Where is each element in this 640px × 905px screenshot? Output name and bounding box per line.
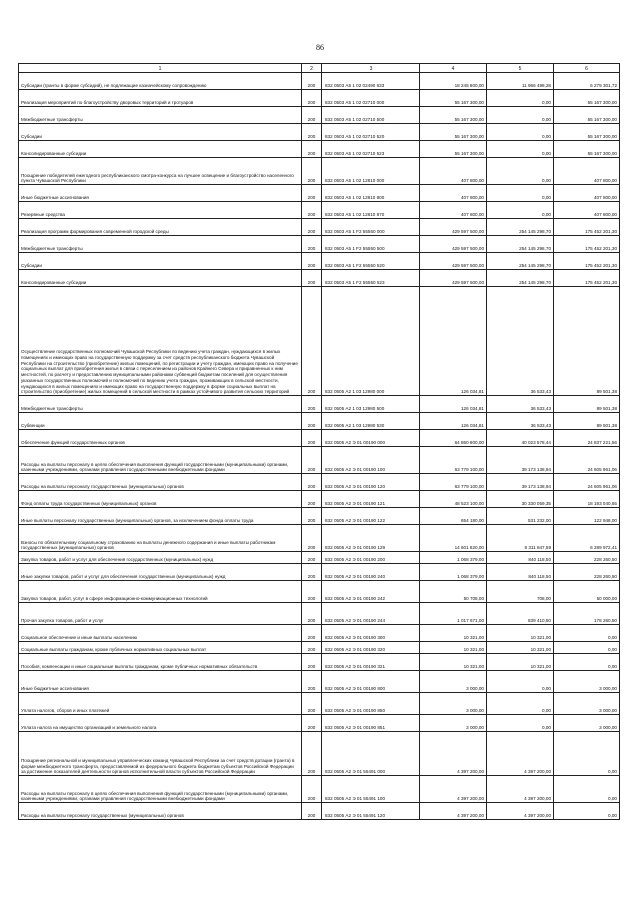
- item-name-cell: Консолидированные субсидии: [19, 141, 302, 158]
- item-name-cell: Закупка товаров, работ, услуг в сфере информационно-коммуникационных технологий: [19, 581, 302, 603]
- item-name-cell: Субвенции: [19, 413, 302, 430]
- executed-amount-cell: 0,00: [487, 671, 554, 693]
- executed-amount-cell: 10 321,00: [487, 654, 554, 671]
- item-name-cell: Прочая закупка товаров, работ и услуг: [19, 603, 302, 625]
- assigned-amount-cell: 48 523 100,00: [420, 491, 487, 508]
- remaining-amount-cell: 407 800,00: [554, 158, 620, 185]
- ved-code-cell: 200: [302, 603, 322, 625]
- executed-amount-cell: 11 966 498,28: [487, 73, 554, 90]
- classification-code-cell: 832 0505 А2 Э 01 00190 851: [322, 715, 420, 732]
- item-name-cell: Резервные средства: [19, 202, 302, 219]
- column-header-4: 4: [420, 64, 487, 73]
- ved-code-cell: 200: [302, 413, 322, 430]
- item-name-cell: Расходы на выплаты персоналу в целях обеспечения выполнения функций государственными (муниципальными) органами, казенными учреждениями, органами управления государственными внебюджетными фондами: [19, 447, 302, 474]
- assigned-amount-cell: 10 321,00: [420, 654, 487, 671]
- table-row: [19, 141, 620, 158]
- executed-amount-cell: 254 145 298,70: [487, 270, 554, 287]
- item-name-cell: Уплата налога на имущество организаций и земельного налога: [19, 715, 302, 732]
- table-row: [19, 413, 620, 430]
- classification-code-cell: 832 0505 А2 Э 01 00190 000: [322, 430, 420, 447]
- item-name-cell: Иные выплаты персоналу государственных (муниципальных) органов, за исключением фонда оплаты труда: [19, 508, 302, 525]
- ved-code-cell: 200: [302, 671, 322, 693]
- table-row: [19, 671, 620, 693]
- ved-code-cell: 200: [302, 525, 322, 552]
- table-row: [19, 219, 620, 236]
- executed-amount-cell: 0,00: [487, 715, 554, 732]
- page-number: 86: [316, 43, 324, 52]
- remaining-amount-cell: 0,00: [554, 625, 620, 642]
- ved-code-cell: 200: [302, 396, 322, 413]
- table-row: [19, 654, 620, 671]
- executed-amount-cell: 40 023 578,44: [487, 430, 554, 447]
- executed-amount-cell: 8 311 847,59: [487, 525, 554, 552]
- executed-amount-cell: 839 410,50: [487, 603, 554, 625]
- item-name-cell: Межбюджетные трансферты: [19, 107, 302, 124]
- table-row: [19, 581, 620, 603]
- classification-code-cell: 832 0505 А2 Э 01 55491 000: [322, 732, 420, 776]
- classification-code-cell: 832 0505 А2 Э 01 00190 850: [322, 693, 420, 715]
- executed-amount-cell: 254 145 298,70: [487, 219, 554, 236]
- item-name-cell: Иные закупки товаров, работ и услуг для обеспечения государственных (муниципальных) нужд: [19, 564, 302, 581]
- table-row: [19, 270, 620, 287]
- remaining-amount-cell: 6 289 972,41: [554, 525, 620, 552]
- item-name-cell: Закупка товаров, работ и услуг для обеспечения государственных (муниципальных) нужд: [19, 552, 302, 564]
- item-name-cell: Пособия, компенсации и иные социальные выплаты гражданам, кроме публичных нормативных обязательств: [19, 654, 302, 671]
- ved-code-cell: 200: [302, 508, 322, 525]
- remaining-amount-cell: 89 501,38: [554, 396, 620, 413]
- executed-amount-cell: 4 397 200,00: [487, 776, 554, 803]
- column-header-row: [19, 64, 620, 73]
- table-row: [19, 508, 620, 525]
- item-name-cell: Консолидированные субсидии: [19, 270, 302, 287]
- ved-code-cell: 200: [302, 581, 322, 603]
- assigned-amount-cell: 50 708,00: [420, 581, 487, 603]
- remaining-amount-cell: 175 452 201,30: [554, 253, 620, 270]
- classification-code-cell: 832 0505 А2 Э 01 00190 800: [322, 671, 420, 693]
- remaining-amount-cell: 24 605 961,06: [554, 447, 620, 474]
- classification-code-cell: 832 0503 А5 1 F2 55550 500: [322, 236, 420, 253]
- ved-code-cell: 200: [302, 491, 322, 508]
- assigned-amount-cell: 429 597 500,00: [420, 219, 487, 236]
- assigned-amount-cell: 429 597 500,00: [420, 270, 487, 287]
- remaining-amount-cell: 0,00: [554, 803, 620, 820]
- remaining-amount-cell: 6 279 301,72: [554, 73, 620, 90]
- item-name-cell: Иные бюджетные ассигнования: [19, 671, 302, 693]
- executed-amount-cell: 36 533,43: [487, 396, 554, 413]
- remaining-amount-cell: 178 260,50: [554, 603, 620, 625]
- table-row: [19, 396, 620, 413]
- executed-amount-cell: 840 118,50: [487, 564, 554, 581]
- table-row: [19, 732, 620, 776]
- executed-amount-cell: 4 397 200,00: [487, 732, 554, 776]
- remaining-amount-cell: 228 260,50: [554, 552, 620, 564]
- ved-code-cell: 200: [302, 287, 322, 396]
- remaining-amount-cell: 0,00: [554, 776, 620, 803]
- assigned-amount-cell: 126 034,81: [420, 396, 487, 413]
- remaining-amount-cell: 50 000,00: [554, 581, 620, 603]
- assigned-amount-cell: 55 167 300,00: [420, 141, 487, 158]
- assigned-amount-cell: 10 321,00: [420, 642, 487, 654]
- classification-code-cell: 832 0505 А2 Э 01 00190 321: [322, 654, 420, 671]
- table-body: [19, 73, 620, 820]
- item-name-cell: Осуществление государственных полномочий Чувашской Республики по ведению учета граждан, нуждающихся в жилых помещениях и имеющих право на государственную поддержку за счет средств республиканского бюджета Чувашской Республики на строительство (приобретение) жилых помещений, по регистрации и учету граждан, имеющих право на получение социальных выплат для приобретения жилья в связи с переселением из районов Крайнего Севера и приравненных к ним местностей, по расчету и предоставлению муниципальными районами субвенций бюджетам поселений для осуществления указанных государственных полномочий и полномочий по ведению учета граждан, проживающих в сельской местности, нуждающихся в жилых помещениях и имеющих право на государственную поддержку в форме социальных выплат на строительство (приобретение) жилых помещений в сельской местности в рамках устойчивого развития сельских территорий: [19, 287, 302, 396]
- ved-code-cell: 200: [302, 202, 322, 219]
- executed-amount-cell: 30 330 059,35: [487, 491, 554, 508]
- remaining-amount-cell: 175 452 201,30: [554, 236, 620, 253]
- assigned-amount-cell: 429 597 500,00: [420, 236, 487, 253]
- classification-code-cell: 832 0505 А2 Э 01 00190 121: [322, 491, 420, 508]
- executed-amount-cell: 0,00: [487, 185, 554, 202]
- remaining-amount-cell: 407 800,00: [554, 202, 620, 219]
- item-name-cell: Расходы на выплаты персоналу в целях обеспечения выполнения функций государственными (муниципальными) органами, казенными учреждениями, органами управления государственными внебюджетными фондами: [19, 776, 302, 803]
- executed-amount-cell: 36 533,43: [487, 287, 554, 396]
- column-header-3: 3: [322, 64, 420, 73]
- assigned-amount-cell: 126 034,81: [420, 287, 487, 396]
- ved-code-cell: 200: [302, 776, 322, 803]
- ved-code-cell: 200: [302, 803, 322, 820]
- remaining-amount-cell: 55 167 300,00: [554, 124, 620, 141]
- assigned-amount-cell: 407 800,00: [420, 185, 487, 202]
- item-name-cell: Субсидии: [19, 253, 302, 270]
- assigned-amount-cell: 10 321,00: [420, 625, 487, 642]
- table-row: [19, 776, 620, 803]
- ved-code-cell: 200: [302, 124, 322, 141]
- ved-code-cell: 200: [302, 693, 322, 715]
- executed-amount-cell: 254 145 298,70: [487, 253, 554, 270]
- classification-code-cell: 832 0503 А5 1 02 02710 520: [322, 124, 420, 141]
- ved-code-cell: 200: [302, 430, 322, 447]
- remaining-amount-cell: 89 501,38: [554, 287, 620, 396]
- item-name-cell: Социальное обеспечение и иные выплаты населению: [19, 625, 302, 642]
- column-header-6: 6: [554, 64, 620, 73]
- item-name-cell: Субсидии: [19, 124, 302, 141]
- assigned-amount-cell: 407 800,00: [420, 158, 487, 185]
- remaining-amount-cell: 55 167 300,00: [554, 90, 620, 107]
- item-name-cell: Расходы на выплаты персоналу государственных (муниципальных) органов: [19, 474, 302, 491]
- remaining-amount-cell: 407 800,00: [554, 185, 620, 202]
- classification-code-cell: 832 0505 А2 Э 01 00190 122: [322, 508, 420, 525]
- assigned-amount-cell: 3 000,00: [420, 671, 487, 693]
- table-row: [19, 253, 620, 270]
- item-name-cell: Взносы по обязательному социальному страхованию на выплаты денежного содержания и иные выплаты работникам государственных (муниципальных) органов: [19, 525, 302, 552]
- table-row: [19, 236, 620, 253]
- ved-code-cell: 200: [302, 564, 322, 581]
- remaining-amount-cell: 3 000,00: [554, 693, 620, 715]
- assigned-amount-cell: 63 779 100,00: [420, 447, 487, 474]
- assigned-amount-cell: 654 180,00: [420, 508, 487, 525]
- remaining-amount-cell: 3 000,00: [554, 671, 620, 693]
- classification-code-cell: 832 0503 А5 1 02 02710 000: [322, 90, 420, 107]
- item-name-cell: Обеспечение функций государственных органов: [19, 430, 302, 447]
- classification-code-cell: 832 0503 А5 1 F2 55550 520: [322, 253, 420, 270]
- remaining-amount-cell: 89 501,38: [554, 413, 620, 430]
- table-row: [19, 625, 620, 642]
- ved-code-cell: 200: [302, 732, 322, 776]
- executed-amount-cell: 36 533,43: [487, 413, 554, 430]
- assigned-amount-cell: 55 167 300,00: [420, 90, 487, 107]
- executed-amount-cell: 0,00: [487, 202, 554, 219]
- executed-amount-cell: 254 145 298,70: [487, 236, 554, 253]
- ved-code-cell: 200: [302, 447, 322, 474]
- item-name-cell: Фонд оплаты труда государственных (муниципальных) органов: [19, 491, 302, 508]
- assigned-amount-cell: 126 034,81: [420, 413, 487, 430]
- classification-code-cell: 832 0505 А2 1 03 12980 000: [322, 287, 420, 396]
- table-row: [19, 202, 620, 219]
- item-name-cell: Социальные выплаты гражданам, кроме публичных нормативных социальных выплат: [19, 642, 302, 654]
- assigned-amount-cell: 1 017 671,00: [420, 603, 487, 625]
- executed-amount-cell: 10 321,00: [487, 625, 554, 642]
- remaining-amount-cell: 0,00: [554, 732, 620, 776]
- table-row: [19, 552, 620, 564]
- item-name-cell: Межбюджетные трансферты: [19, 396, 302, 413]
- executed-amount-cell: 10 321,00: [487, 642, 554, 654]
- ved-code-cell: 200: [302, 236, 322, 253]
- classification-code-cell: 832 0505 А2 1 03 12980 500: [322, 396, 420, 413]
- executed-amount-cell: 0,00: [487, 158, 554, 185]
- remaining-amount-cell: 55 167 300,00: [554, 141, 620, 158]
- item-name-cell: Реализация программ формирования современной городской среды: [19, 219, 302, 236]
- ved-code-cell: 200: [302, 625, 322, 642]
- item-name-cell: Субсидии (гранты в форме субсидий), не подлежащие казначейскому сопровождению: [19, 73, 302, 90]
- classification-code-cell: 832 0505 А2 Э 01 00190 300: [322, 625, 420, 642]
- remaining-amount-cell: 55 167 300,00: [554, 107, 620, 124]
- assigned-amount-cell: 1 068 379,00: [420, 552, 487, 564]
- classification-code-cell: 832 0505 А2 Э 01 00190 242: [322, 581, 420, 603]
- remaining-amount-cell: 228 260,50: [554, 564, 620, 581]
- ved-code-cell: 200: [302, 654, 322, 671]
- assigned-amount-cell: 63 779 100,00: [420, 474, 487, 491]
- executed-amount-cell: 0,00: [487, 107, 554, 124]
- classification-code-cell: 832 0505 А2 Э 01 55491 100: [322, 776, 420, 803]
- item-name-cell: Иные бюджетные ассигнования: [19, 185, 302, 202]
- ved-code-cell: 200: [302, 219, 322, 236]
- classification-code-cell: 832 0503 А5 1 02 12810 800: [322, 185, 420, 202]
- table-row: [19, 491, 620, 508]
- assigned-amount-cell: 55 167 300,00: [420, 124, 487, 141]
- ved-code-cell: 200: [302, 474, 322, 491]
- executed-amount-cell: 708,00: [487, 581, 554, 603]
- assigned-amount-cell: 64 860 800,00: [420, 430, 487, 447]
- budget-table: [18, 63, 620, 820]
- classification-code-cell: 832 0505 А2 Э 01 55491 120: [322, 803, 420, 820]
- column-header-5: 5: [487, 64, 554, 73]
- table-row: [19, 90, 620, 107]
- table-row: [19, 447, 620, 474]
- classification-code-cell: 832 0503 А5 1 02 02710 500: [322, 107, 420, 124]
- table-row: [19, 185, 620, 202]
- remaining-amount-cell: 0,00: [554, 642, 620, 654]
- assigned-amount-cell: 4 397 200,00: [420, 732, 487, 776]
- executed-amount-cell: 0,00: [487, 693, 554, 715]
- remaining-amount-cell: 175 452 201,30: [554, 270, 620, 287]
- executed-amount-cell: 39 173 138,94: [487, 474, 554, 491]
- ved-code-cell: 200: [302, 253, 322, 270]
- remaining-amount-cell: 24 837 221,56: [554, 430, 620, 447]
- assigned-amount-cell: 407 800,00: [420, 202, 487, 219]
- assigned-amount-cell: 1 068 379,00: [420, 564, 487, 581]
- ved-code-cell: 200: [302, 270, 322, 287]
- classification-code-cell: 832 0505 А2 Э 01 00190 120: [322, 474, 420, 491]
- executed-amount-cell: 0,00: [487, 124, 554, 141]
- classification-code-cell: 832 0505 А2 1 03 12980 530: [322, 413, 420, 430]
- table-row: [19, 564, 620, 581]
- executed-amount-cell: 531 232,00: [487, 508, 554, 525]
- assigned-amount-cell: 4 397 200,00: [420, 803, 487, 820]
- executed-amount-cell: 4 397 200,00: [487, 803, 554, 820]
- assigned-amount-cell: 55 167 300,00: [420, 107, 487, 124]
- column-header-2: 2: [302, 64, 322, 73]
- ved-code-cell: 200: [302, 141, 322, 158]
- ved-code-cell: 200: [302, 107, 322, 124]
- table-row: [19, 430, 620, 447]
- classification-code-cell: 832 0505 А2 Э 01 00190 240: [322, 564, 420, 581]
- executed-amount-cell: 0,00: [487, 90, 554, 107]
- table-row: [19, 158, 620, 185]
- classification-code-cell: 832 0505 А2 Э 01 00190 100: [322, 447, 420, 474]
- classification-code-cell: 832 0503 А5 1 02 12810 870: [322, 202, 420, 219]
- assigned-amount-cell: 14 601 820,00: [420, 525, 487, 552]
- classification-code-cell: 832 0505 А2 Э 01 00190 200: [322, 552, 420, 564]
- table-row: [19, 73, 620, 90]
- ved-code-cell: 200: [302, 185, 322, 202]
- table-row: [19, 803, 620, 820]
- table-row: [19, 124, 620, 141]
- table-row: [19, 107, 620, 124]
- item-name-cell: Уплата налогов, сборов и иных платежей: [19, 693, 302, 715]
- executed-amount-cell: 0,00: [487, 141, 554, 158]
- remaining-amount-cell: 175 452 201,30: [554, 219, 620, 236]
- ved-code-cell: 200: [302, 552, 322, 564]
- remaining-amount-cell: 24 605 961,06: [554, 474, 620, 491]
- classification-code-cell: 832 0505 А2 Э 01 00190 320: [322, 642, 420, 654]
- table-row: [19, 715, 620, 732]
- classification-code-cell: 832 0503 А5 1 02 02490 633: [322, 73, 420, 90]
- assigned-amount-cell: 3 000,00: [420, 715, 487, 732]
- classification-code-cell: 832 0505 А2 Э 01 00190 129: [322, 525, 420, 552]
- remaining-amount-cell: 18 193 040,65: [554, 491, 620, 508]
- assigned-amount-cell: 18 245 800,00: [420, 73, 487, 90]
- ved-code-cell: 200: [302, 715, 322, 732]
- table-row: [19, 603, 620, 625]
- remaining-amount-cell: 122 948,00: [554, 508, 620, 525]
- assigned-amount-cell: 429 597 500,00: [420, 253, 487, 270]
- executed-amount-cell: 840 118,50: [487, 552, 554, 564]
- table-row: [19, 474, 620, 491]
- ved-code-cell: 200: [302, 90, 322, 107]
- ved-code-cell: 200: [302, 73, 322, 90]
- item-name-cell: Поощрение победителей ежегодного республиканского смотра-конкурса на лучшее освещение и благоустройство населенного пункта Чувашской Республики: [19, 158, 302, 185]
- classification-code-cell: 832 0503 А5 1 F2 55550 000: [322, 219, 420, 236]
- ved-code-cell: 200: [302, 158, 322, 185]
- remaining-amount-cell: 0,00: [554, 654, 620, 671]
- table-row: [19, 525, 620, 552]
- assigned-amount-cell: 3 000,00: [420, 693, 487, 715]
- column-header-1: 1: [19, 64, 302, 73]
- table-row: [19, 693, 620, 715]
- ved-code-cell: 200: [302, 642, 322, 654]
- classification-code-cell: 832 0503 А5 1 F2 55550 523: [322, 270, 420, 287]
- classification-code-cell: 832 0503 А5 1 02 12810 000: [322, 158, 420, 185]
- remaining-amount-cell: 3 000,00: [554, 715, 620, 732]
- table-row: [19, 287, 620, 396]
- item-name-cell: Межбюджетные трансферты: [19, 236, 302, 253]
- classification-code-cell: 832 0503 А5 1 02 02710 523: [322, 141, 420, 158]
- classification-code-cell: 832 0505 А2 Э 01 00190 244: [322, 603, 420, 625]
- item-name-cell: Поощрение региональной и муниципальных управленческих команд Чувашской Республики за счет средств дотации (гранта) в форме межбюджетного трансферта, предоставляемой из федерального бюджета бюджетам субъектов Российской Федерации за достижение показателей деятельности органов исполнительной власти субъектов Российской Федерации: [19, 732, 302, 776]
- table-row: [19, 642, 620, 654]
- item-name-cell: Реализация мероприятий по благоустройству дворовых территорий и тротуаров: [19, 90, 302, 107]
- assigned-amount-cell: 4 397 200,00: [420, 776, 487, 803]
- executed-amount-cell: 39 173 138,94: [487, 447, 554, 474]
- item-name-cell: Расходы на выплаты персоналу государственных (муниципальных) органов: [19, 803, 302, 820]
